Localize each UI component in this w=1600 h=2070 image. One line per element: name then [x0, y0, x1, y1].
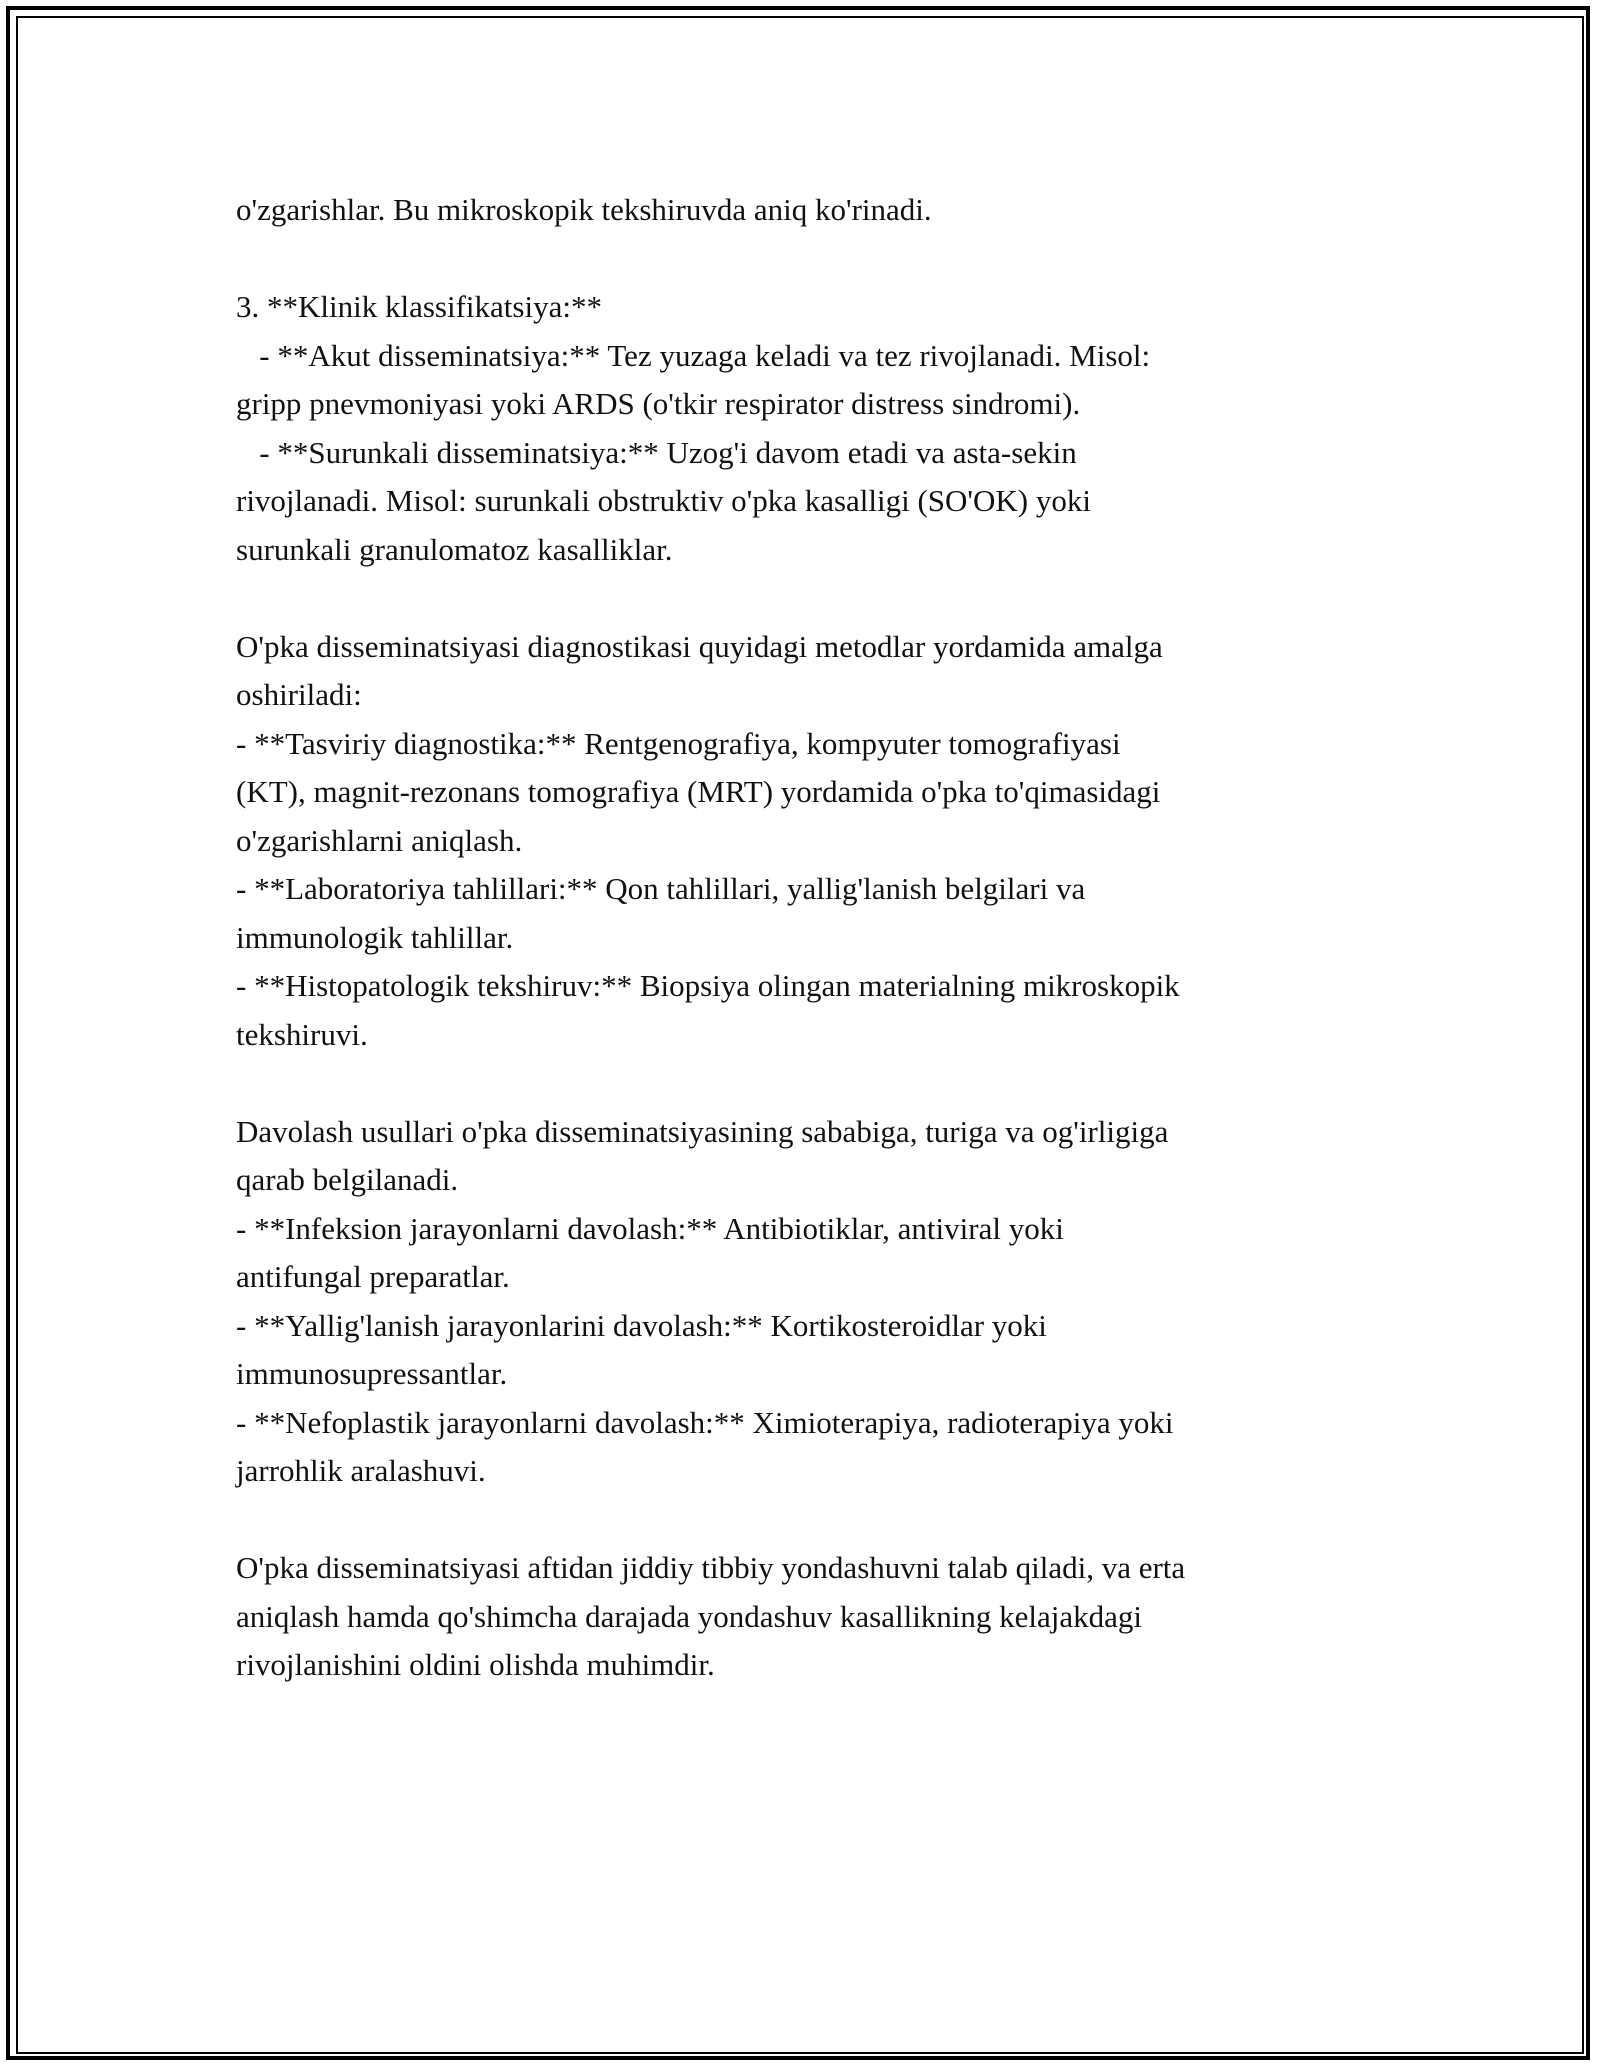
- text-line: immunologik tahlillar.: [236, 919, 514, 955]
- text-line: o'zgarishlarni aniqlash.: [236, 822, 523, 858]
- text-line: - **Infeksion jarayonlarni davolash:** Antibiotiklar, antiviral yoki: [236, 1210, 1064, 1246]
- text-line: oshiriladi:: [236, 677, 362, 712]
- text-line: (KT), magnit-rezonans tomografiya (MRT) yordamida o'pka to'qimasidagi: [236, 774, 1161, 809]
- text-line: immunosupressantlar.: [236, 1356, 508, 1391]
- text-line: surunkali granulomatoz kasalliklar.: [236, 531, 673, 567]
- text-line: jarrohlik aralashuvi.: [236, 1453, 486, 1488]
- text-line: rivojlanadi. Misol: surunkali obstruktiv o'pka kasalligi (SO'OK) yoki: [236, 483, 1091, 518]
- document-body: [236, 186, 1376, 1690]
- text-line: aniqlash hamda qo'shimcha darajada yondashuv kasallikning kelajakdagi: [236, 1598, 1143, 1634]
- blank-line: [236, 1059, 1376, 1108]
- blank-line: [236, 574, 1376, 623]
- text-line: O'pka disseminatsiyasi aftidan jiddiy tibbiy yondashuvni talab qiladi, va erta: [236, 1550, 1186, 1585]
- text-line: - **Yallig'lanish jarayonlarini davolash:** Kortikosteroidlar yoki: [236, 1307, 1047, 1343]
- text-line: o'zgarishlar. Bu mikroskopik tekshiruvda aniq ko'rinadi.: [236, 192, 932, 227]
- text-line: Davolash usullari o'pka disseminatsiyasining sababiga, turiga va og'irligiga: [236, 1113, 1169, 1149]
- text-line: - **Nefoplastik jarayonlarni davolash:** Ximioterapiya, radioterapiya yoki: [236, 1404, 1174, 1440]
- text-line: antifungal preparatlar.: [236, 1259, 510, 1294]
- text-line: gripp pnevmoniyasi yoki ARDS (o'tkir respirator distress sindromi).: [236, 386, 1081, 421]
- text-line: qarab belgilanadi.: [236, 1162, 459, 1197]
- text-line: O'pka disseminatsiyasi diagnostikasi quyidagi metodlar yordamida amalga: [236, 628, 1163, 664]
- text-line: - **Histopatologik tekshiruv:** Biopsiya olingan materialning mikroskopik: [236, 968, 1180, 1003]
- text-line: 3. **Klinik klassifikatsiya:**: [236, 289, 602, 324]
- text-line: - **Surunkali disseminatsiya:** Uzog'i davom etadi va asta-sekin: [236, 434, 1077, 470]
- text-line: - **Akut disseminatsiya:** Tez yuzaga keladi va tez rivojlanadi. Misol:: [236, 337, 1151, 373]
- blank-line: [236, 1496, 1376, 1545]
- text-line: - **Laboratoriya tahlillari:** Qon tahlillari, yallig'lanish belgilari va: [236, 871, 1086, 906]
- blank-line: [236, 235, 1376, 284]
- text-line: rivojlanishini oldini olishda muhimdir.: [236, 1647, 715, 1682]
- text-line: - **Tasviriy diagnostika:** Rentgenografiya, kompyuter tomografiyasi: [236, 725, 1121, 761]
- text-line: tekshiruvi.: [236, 1016, 368, 1052]
